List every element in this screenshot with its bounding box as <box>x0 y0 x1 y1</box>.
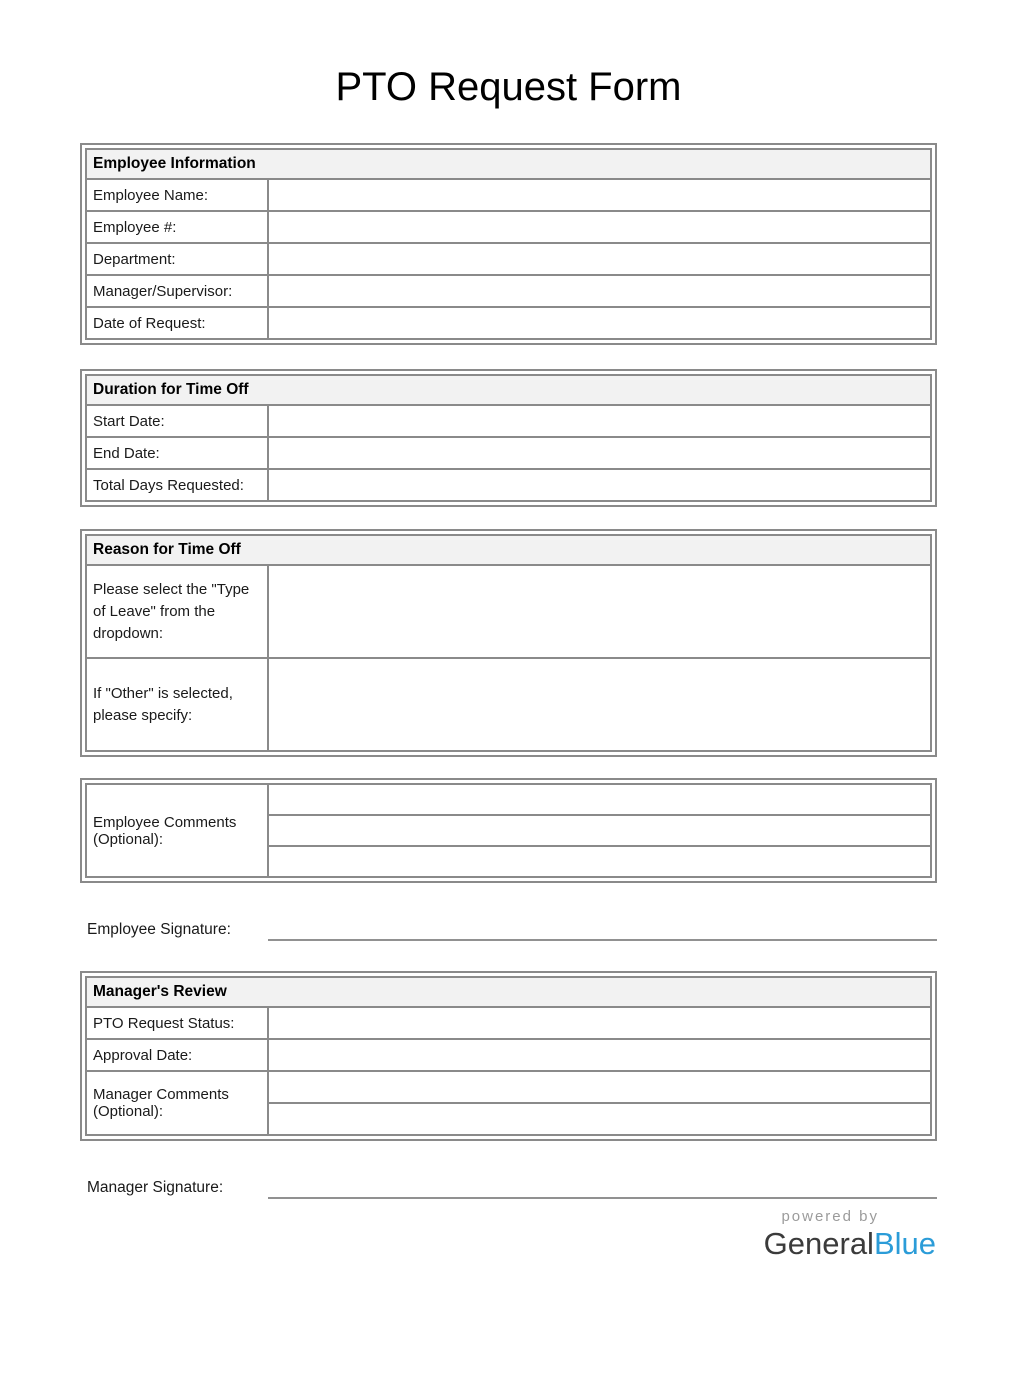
employee-comments-label: Employee Comments (Optional): <box>86 784 268 877</box>
approval-date-label: Approval Date: <box>86 1039 268 1071</box>
manager-supervisor-input[interactable] <box>268 275 931 307</box>
manager-comments-line-2[interactable] <box>268 1103 931 1135</box>
other-specify-label: If "Other" is selected, please specify: <box>86 658 268 751</box>
employee-name-label: Employee Name: <box>86 179 268 211</box>
start-date-input[interactable] <box>268 405 931 437</box>
powered-by-text: powered by <box>781 1208 879 1225</box>
pto-request-status-label: PTO Request Status: <box>86 1007 268 1039</box>
employee-number-label: Employee #: <box>86 211 268 243</box>
employee-signature-row <box>80 919 937 941</box>
employee-comments-line-2[interactable] <box>268 815 931 846</box>
date-of-request-input[interactable] <box>268 307 931 339</box>
manager-signature-row <box>80 1177 937 1199</box>
employee-comments-line-3[interactable] <box>268 846 931 877</box>
start-date-label: Start Date: <box>86 405 268 437</box>
section-header-reason: Reason for Time Off <box>86 535 931 565</box>
pto-request-status-input[interactable] <box>268 1007 931 1039</box>
date-of-request-label: Date of Request: <box>86 307 268 339</box>
employee-name-input[interactable] <box>268 179 931 211</box>
type-of-leave-label: Please select the "Type of Leave" from the dropdown: <box>86 565 268 658</box>
section-employee-comments <box>80 778 937 883</box>
end-date-label: End Date: <box>86 437 268 469</box>
approval-date-input[interactable] <box>268 1039 931 1071</box>
employee-comments-line-1[interactable] <box>268 784 931 815</box>
employee-signature-line[interactable] <box>268 919 937 941</box>
manager-signature-label: Manager Signature: <box>87 1179 224 1196</box>
section-header-managers-review: Manager's Review <box>86 977 931 1007</box>
total-days-requested-input[interactable] <box>268 469 931 501</box>
department-input[interactable] <box>268 243 931 275</box>
employee-signature-label: Employee Signature: <box>87 921 231 938</box>
manager-comments-label: Manager Comments (Optional): <box>86 1071 268 1135</box>
department-label: Department: <box>86 243 268 275</box>
section-managers-review <box>80 971 937 1141</box>
total-days-requested-label: Total Days Requested: <box>86 469 268 501</box>
brand-blue-text: Blue <box>873 1226 936 1261</box>
section-header-duration: Duration for Time Off <box>86 375 931 405</box>
general-blue-logo <box>80 1227 937 1261</box>
type-of-leave-dropdown[interactable] <box>268 565 931 658</box>
form-page <box>80 60 937 1261</box>
end-date-input[interactable] <box>268 437 931 469</box>
manager-supervisor-label: Manager/Supervisor: <box>86 275 268 307</box>
page-title: PTO Request Form <box>335 65 682 109</box>
section-employee-information <box>80 143 937 345</box>
manager-signature-line[interactable] <box>268 1177 937 1199</box>
other-specify-input[interactable] <box>268 658 931 751</box>
footer <box>80 1207 937 1261</box>
brand-general-text: General <box>763 1226 874 1261</box>
manager-comments-line-1[interactable] <box>268 1071 931 1103</box>
section-reason-for-time-off <box>80 529 937 757</box>
section-header-employee-information: Employee Information <box>86 149 931 179</box>
employee-number-input[interactable] <box>268 211 931 243</box>
section-duration-for-time-off <box>80 369 937 507</box>
